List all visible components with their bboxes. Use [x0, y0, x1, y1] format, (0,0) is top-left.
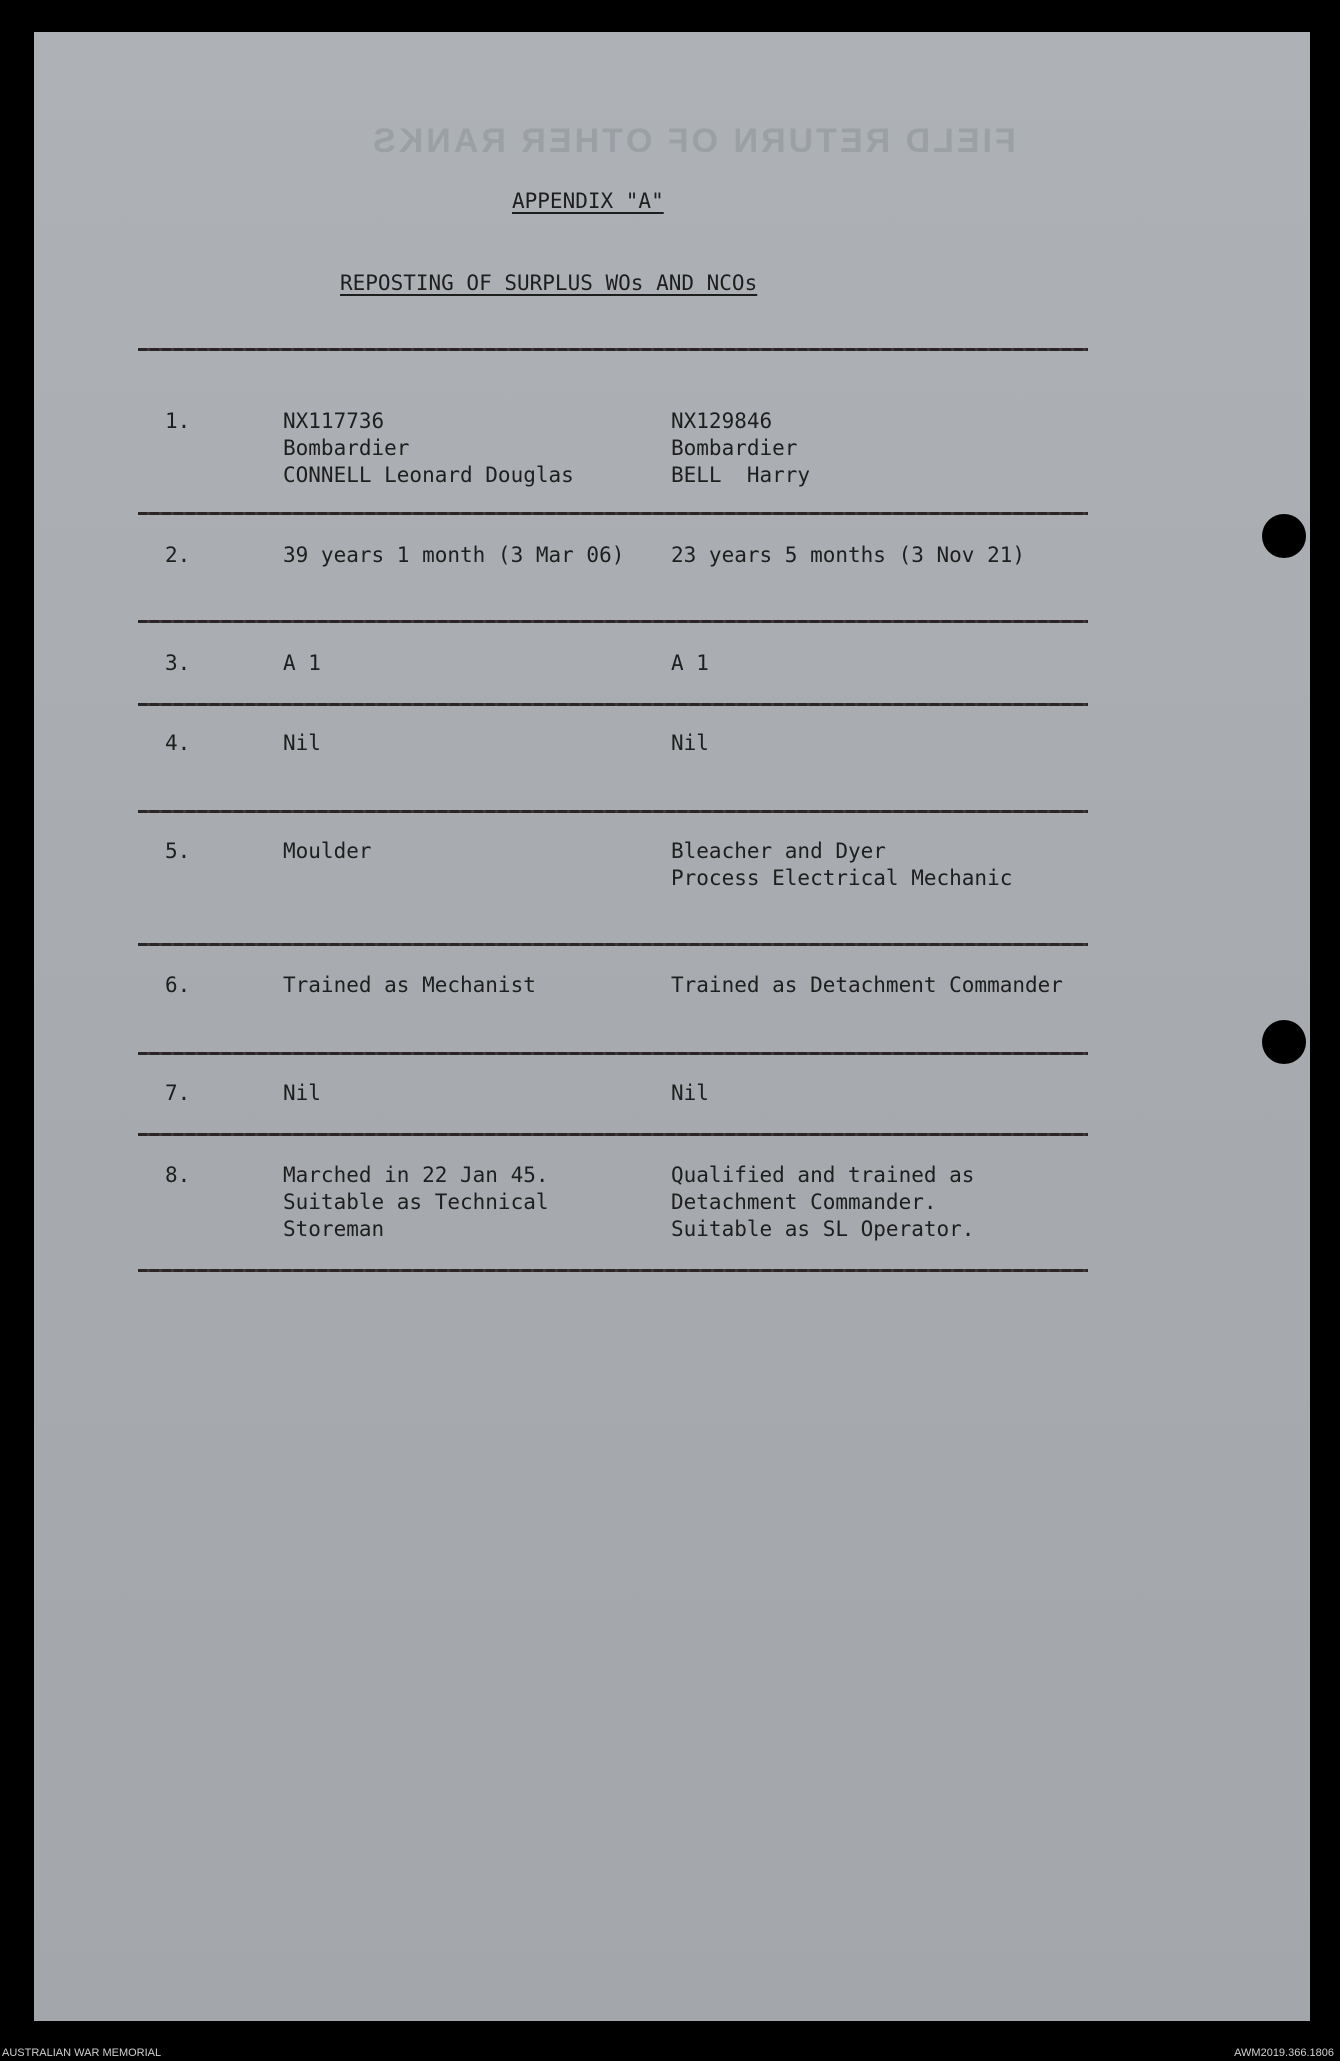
divider-line: [138, 943, 1088, 946]
row-5-left-line-1: Moulder: [283, 839, 372, 863]
footer-credit: AUSTRALIAN WAR MEMORIAL: [2, 2047, 162, 2059]
row-5-number: 5.: [165, 839, 191, 863]
row-4-number: 4.: [165, 731, 191, 755]
divider-line: [138, 512, 1088, 515]
punch-hole: [1262, 514, 1306, 558]
row-1-left-line-1: NX117736: [283, 409, 385, 433]
row-3-number: 3.: [165, 651, 191, 675]
row-4-right-line-1: Nil: [671, 731, 709, 755]
row-1-number: 1.: [165, 409, 191, 433]
row-8-left-line-2: Suitable as Technical: [283, 1190, 549, 1214]
row-6-number: 6.: [165, 973, 191, 997]
row-8-number: 8.: [165, 1163, 191, 1187]
row-8-left-line-1: Marched in 22 Jan 45.: [283, 1163, 549, 1187]
row-7-right-line-1: Nil: [671, 1081, 709, 1105]
row-2-number: 2.: [165, 543, 191, 567]
row-3-left-line-1: A 1: [283, 651, 321, 675]
row-1-right-line-1: NX129846: [671, 409, 773, 433]
row-1-right-line-2: Bombardier: [671, 436, 798, 460]
row-7-number: 7.: [165, 1081, 191, 1105]
divider-line: [138, 1269, 1088, 1272]
document-page: [34, 32, 1310, 2021]
divider-line: [138, 1052, 1088, 1055]
row-6-right-line-1: Trained as Detachment Commander: [671, 973, 1063, 997]
bleed-through-heading: FIELD RETURN OF OTHER RANKS: [370, 122, 1016, 160]
divider-line: [138, 348, 1088, 351]
divider-line: [138, 810, 1088, 813]
row-1-left-line-2: Bombardier: [283, 436, 410, 460]
row-8-right-line-3: Suitable as SL Operator.: [671, 1217, 975, 1241]
row-5-right-line-2: Process Electrical Mechanic: [671, 866, 1013, 890]
document-title: APPENDIX "A": [512, 189, 664, 213]
row-8-left-line-3: Storeman: [283, 1217, 385, 1241]
row-7-left-line-1: Nil: [283, 1081, 321, 1105]
row-1-right-line-3: BELL Harry: [671, 463, 811, 487]
row-2-left-line-1: 39 years 1 month (3 Mar 06): [283, 543, 625, 567]
divider-line: [138, 1133, 1088, 1136]
row-1-left-line-3: CONNELL Leonard Douglas: [283, 463, 574, 487]
document-subtitle: REPOSTING OF SURPLUS WOs AND NCOs: [340, 271, 758, 295]
row-8-right-line-2: Detachment Commander.: [671, 1190, 937, 1214]
row-4-left-line-1: Nil: [283, 731, 321, 755]
row-2-right-line-1: 23 years 5 months (3 Nov 21): [671, 543, 1026, 567]
row-5-right-line-1: Bleacher and Dyer: [671, 839, 886, 863]
row-6-left-line-1: Trained as Mechanist: [283, 973, 536, 997]
row-3-right-line-1: A 1: [671, 651, 709, 675]
row-8-right-line-1: Qualified and trained as: [671, 1163, 975, 1187]
divider-line: [138, 703, 1088, 706]
divider-line: [138, 620, 1088, 623]
footer-accession-number: AWM2019.366.1806: [1234, 2047, 1334, 2059]
punch-hole: [1262, 1020, 1306, 1064]
